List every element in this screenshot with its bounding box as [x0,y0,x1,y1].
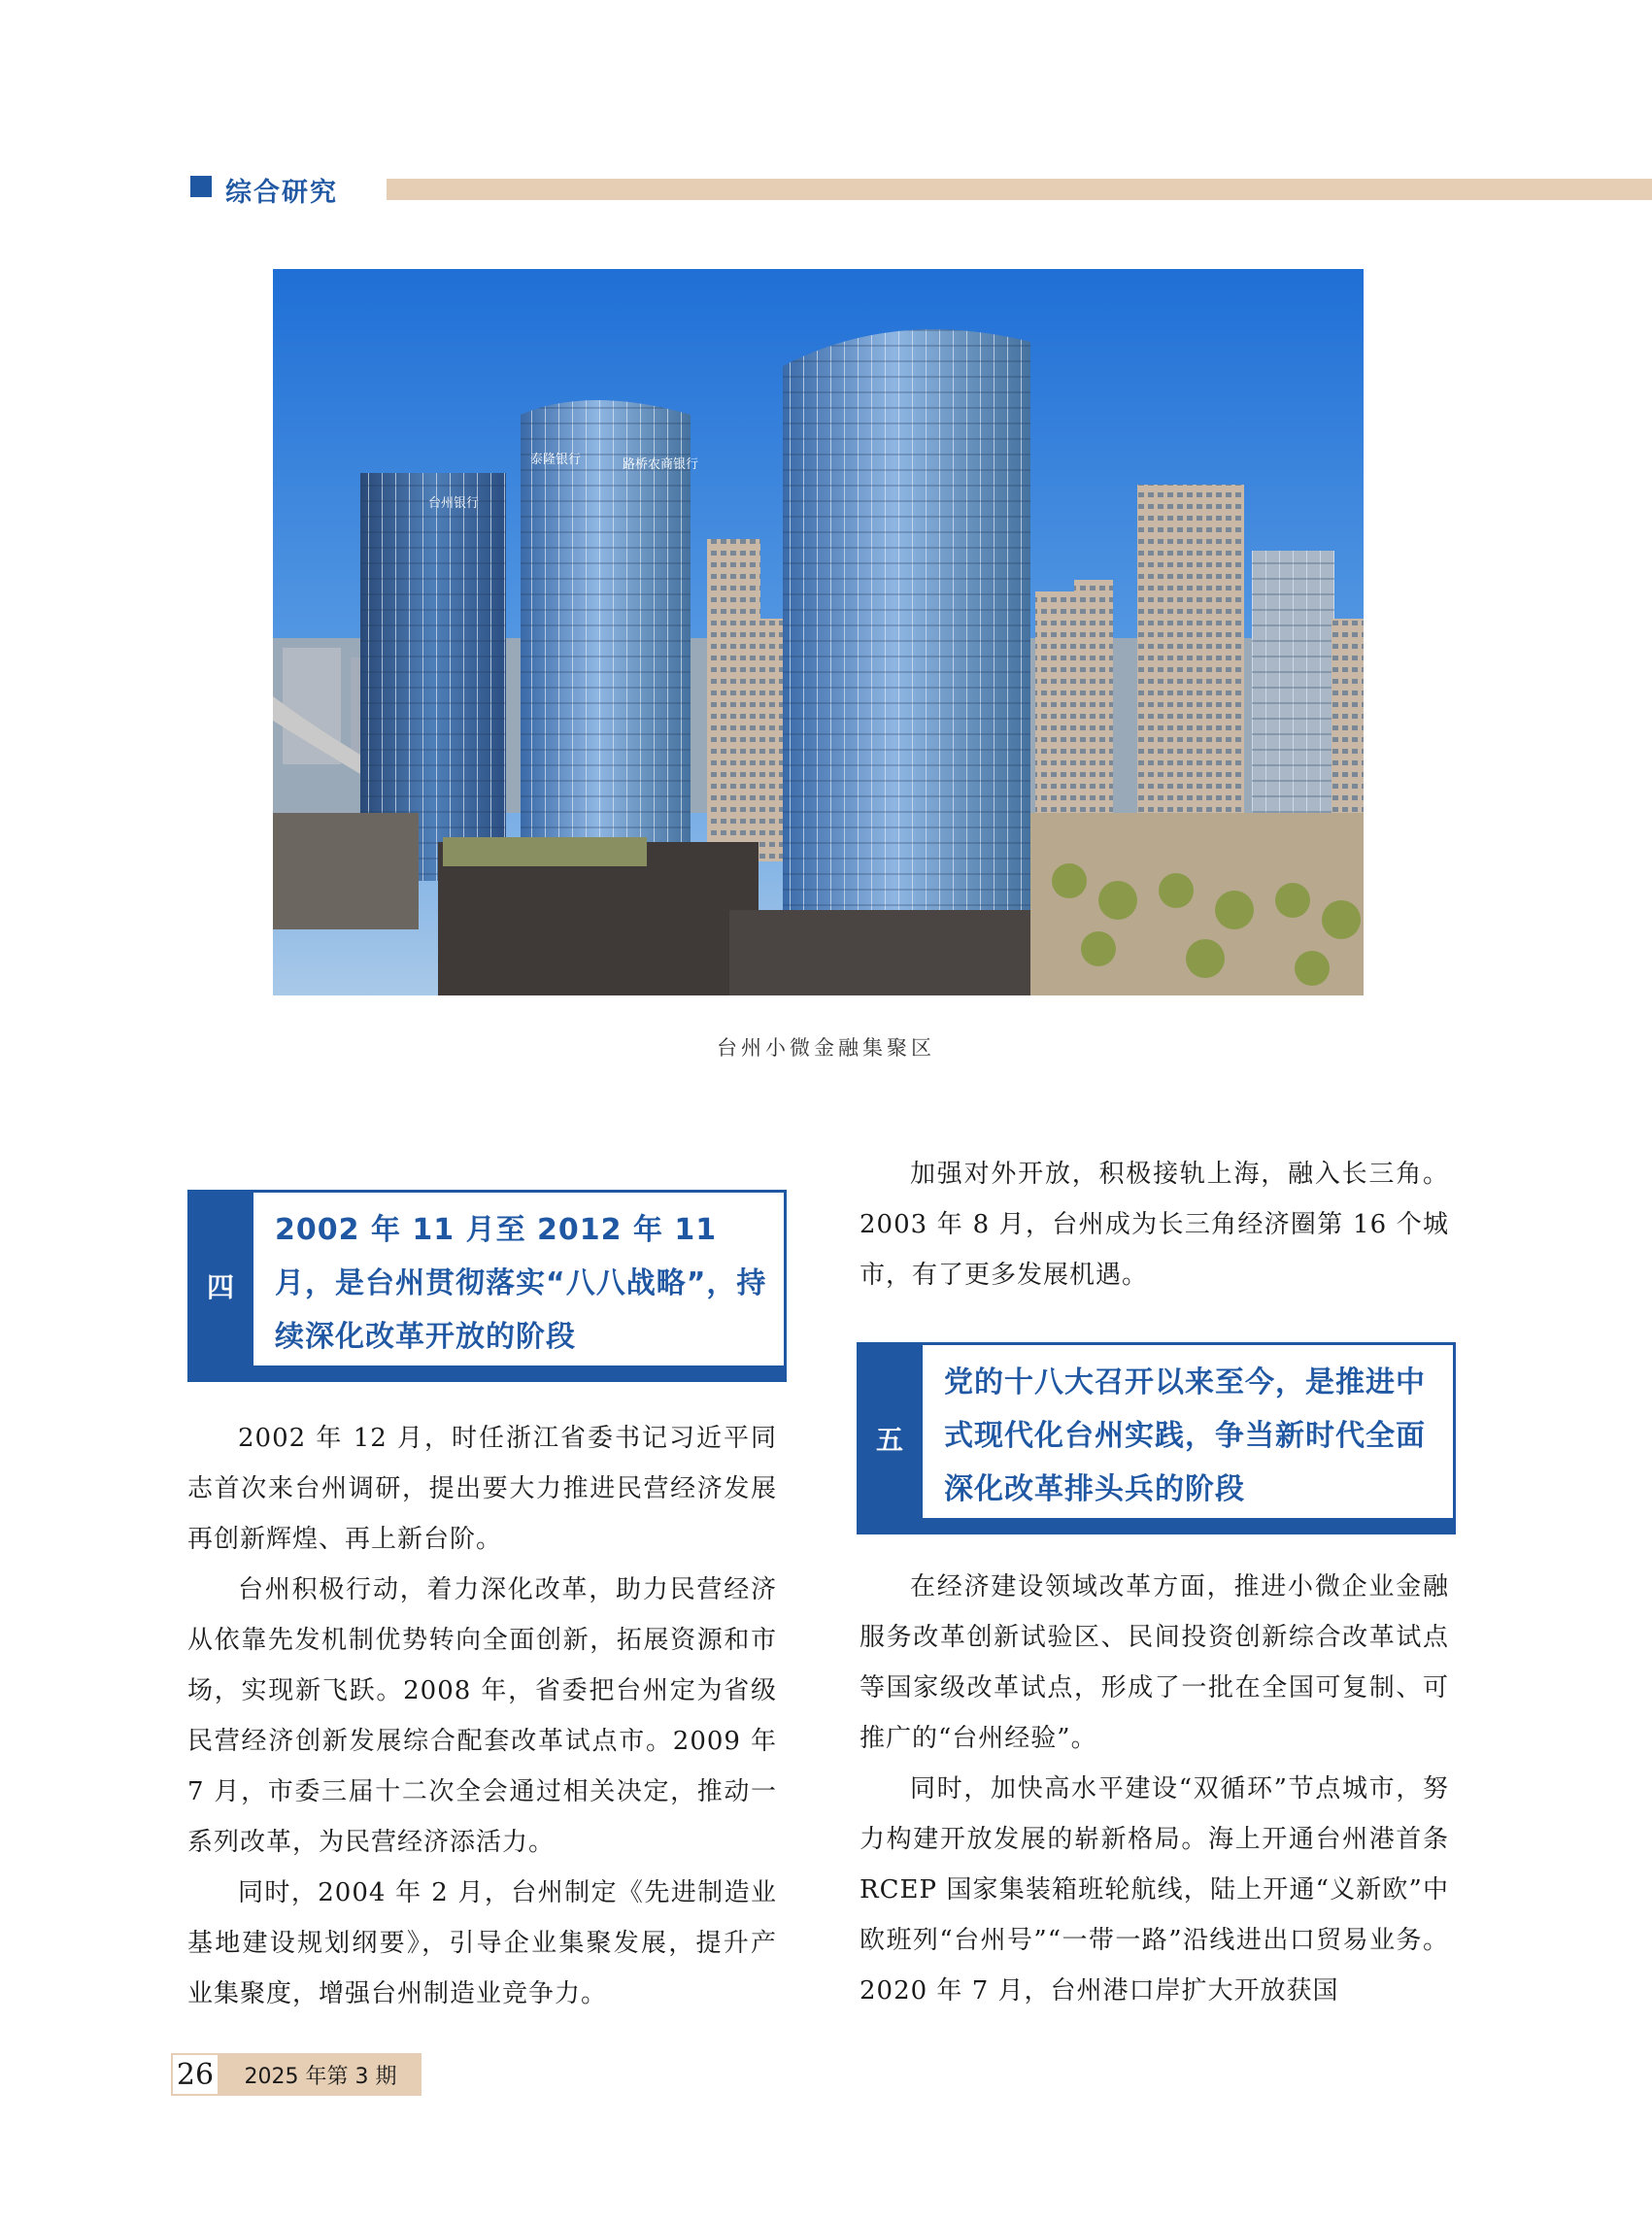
header-bar [387,179,1652,200]
city-photo [273,269,1364,995]
section-5-bottom-bar [857,1521,1456,1534]
page-number: 26 [171,2053,219,2096]
sign-taizhou-bank: 台州银行 [428,496,480,511]
section-5-box [857,1342,1456,1534]
section-4-title: 2002 年 11 月至 2012 年 11 月，是台州贯彻落实“八八战略”，持续深化改革开放的阶段 [275,1213,767,1354]
right-paragraph-2: 在经济建设领域改革方面，推进小微企业金融服务改革创新试验区、民间投资创新综合改革试点等国家级改革试点，形成了一批在全国可复制、可推广的“台州经验”。 [860,1572,1449,1753]
header-square-icon [190,176,212,197]
left-paragraph-3: 同时，2004 年 2 月，台州制定《先进制造业基地建设规划纲要》，引导企业集聚发展，提升产业集聚度，增强台州制造业竞争力。 [187,1878,777,2008]
photo-caption: 台州小微金融集聚区 [717,1036,935,1060]
left-paragraph-1: 2002 年 12 月，时任浙江省委书记习近平同志首次来台州调研，提出要大力推进民营经济发展再创新辉煌、再上新台阶。 [187,1424,777,1554]
right-paragraph-1: 加强对外开放，积极接轨上海，融入长三角。2003 年 8 月，台州成为长三角经济圈第 16 个城市，有了更多发展机遇。 [860,1160,1449,1290]
sign-luqiao-bank: 路桥农商银行 [623,457,699,472]
sign-tailong-bank: 泰隆银行 [530,453,582,467]
section-5-number: 五 [857,1342,923,1534]
section-4-box [187,1190,787,1382]
section-4-bottom-bar [187,1368,787,1382]
section-5-title: 党的十八大召开以来至今，是推进中式现代化台州实践，争当新时代全面深化改革排头兵的阶段 [944,1365,1426,1506]
section-label: 综合研究 [225,178,338,208]
issue-label: 2025 年第 3 期 [219,2053,421,2096]
right-paragraph-3: 同时，加快高水平建设“双循环”节点城市，努力构建开放发展的崭新格局。海上开通台州港首条 RCEP 国家集装箱班轮航线，陆上开通“义新欧”中欧班列“台州号”“一带一路”沿线进出口贸易业务。2020 年 7 月，台州港口岸扩大开放获国 [860,1774,1449,2006]
section-4-number: 四 [187,1190,253,1382]
left-paragraph-2: 台州积极行动，着力深化改革，助力民营经济从依靠先发机制优势转向全面创新，拓展资源和市场，实现新飞跃。2008 年，省委把台州定为省级民营经济创新发展综合配套改革试点市。2009 年 7 月，市委三届十二次全会通过相关决定，推动一系列改革，为民营经济添活力。 [187,1575,777,1857]
